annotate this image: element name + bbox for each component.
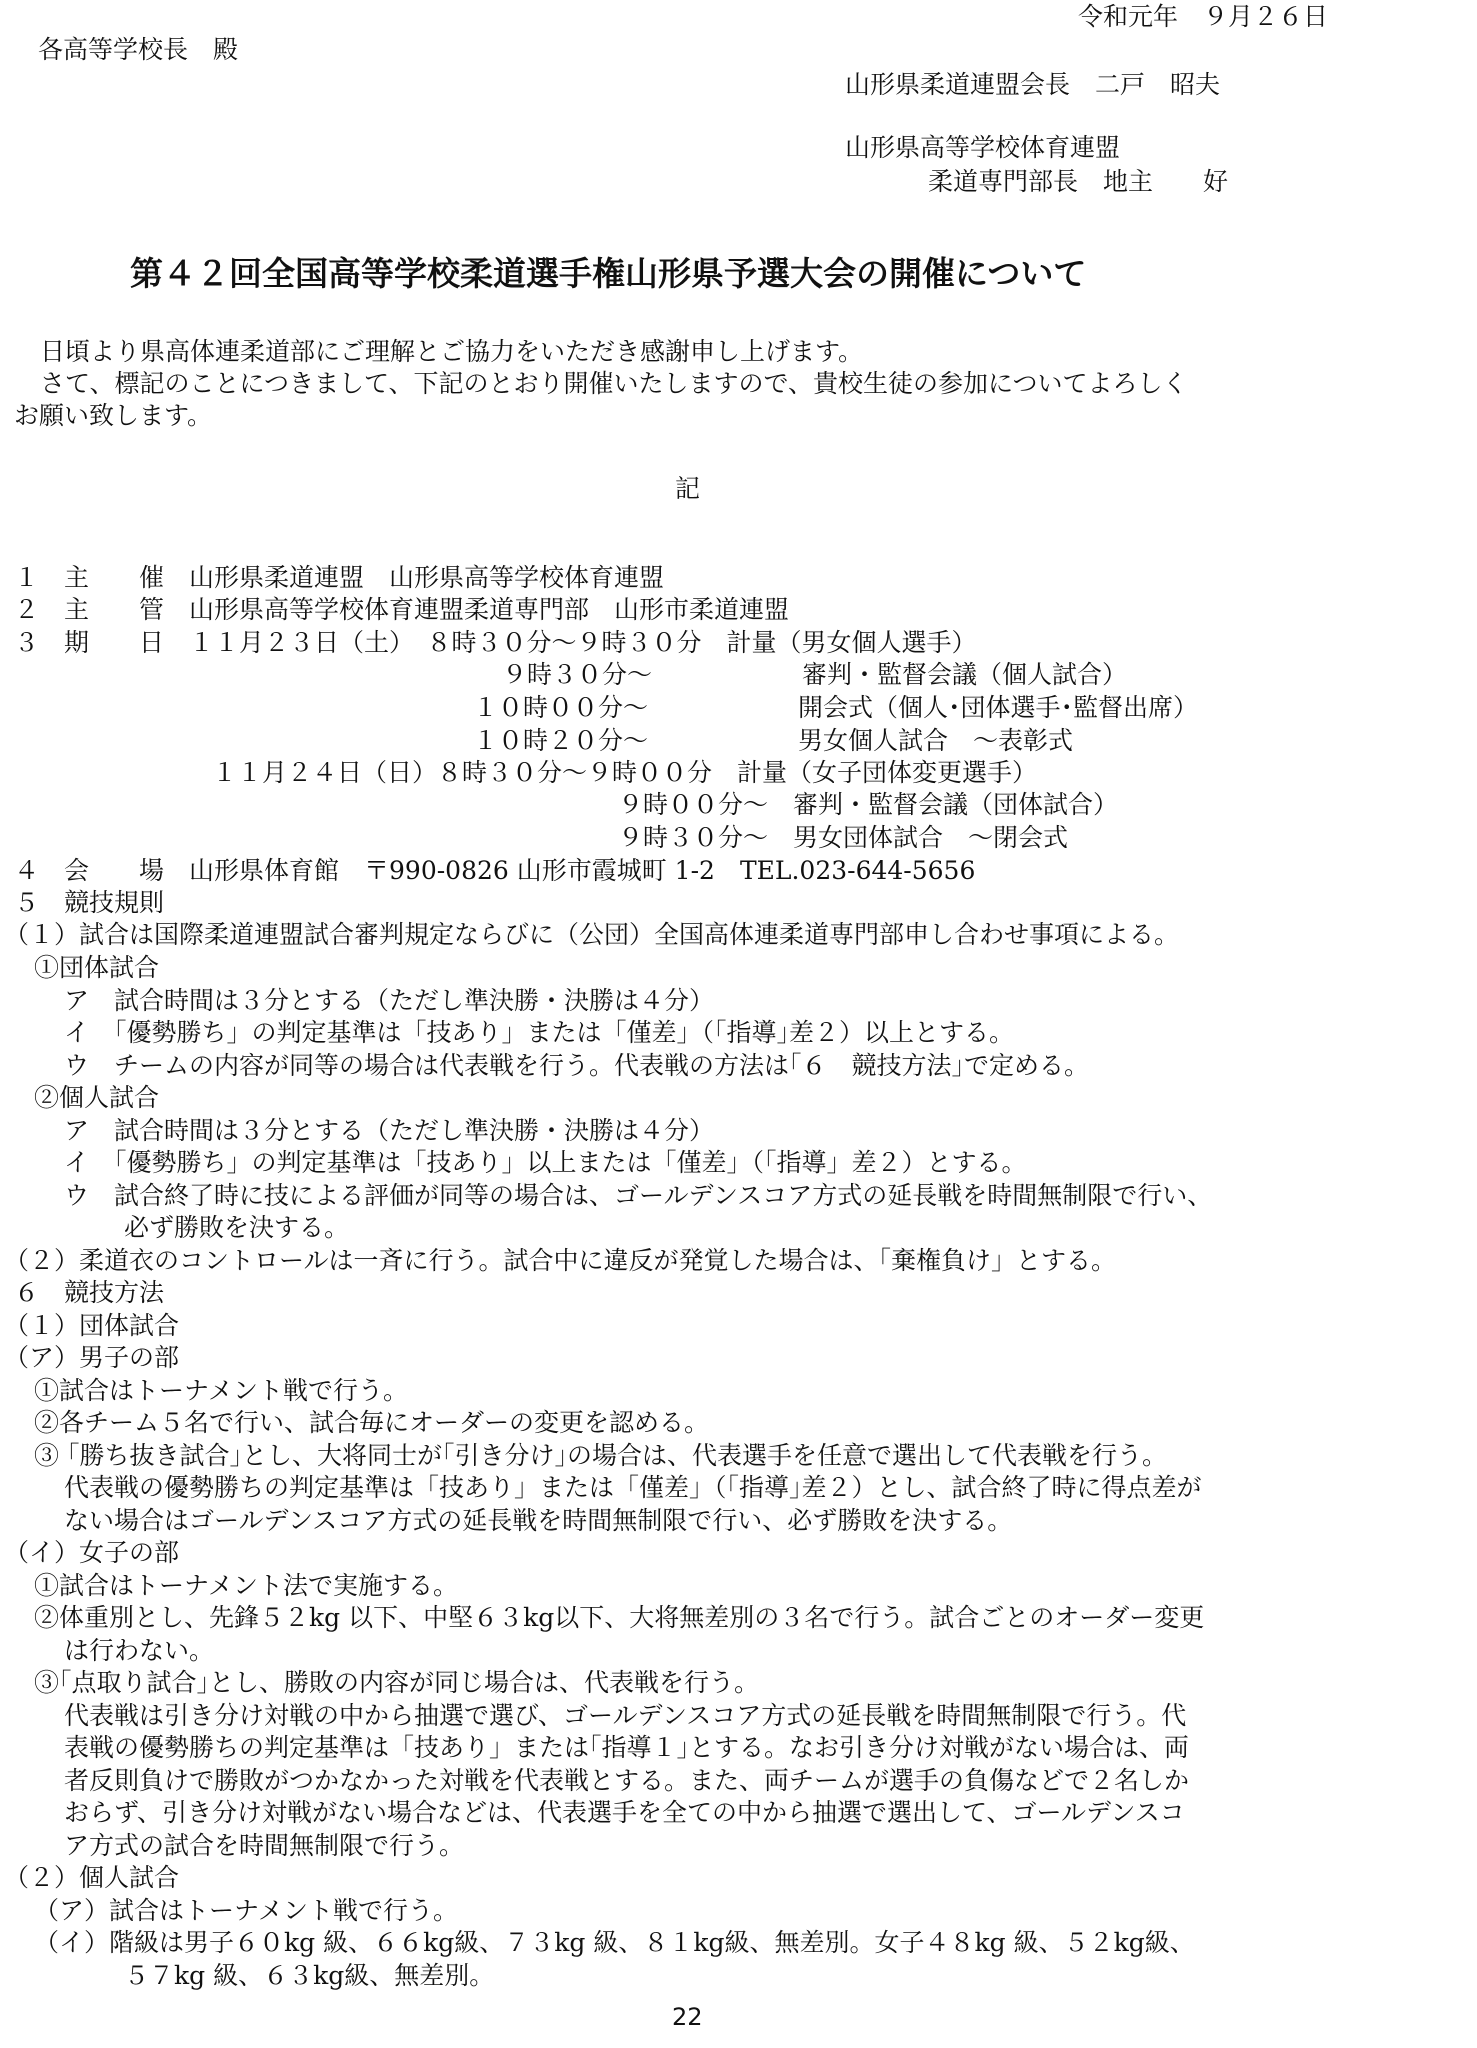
schedule-day1-line: １０時００分～ 開会式（個人･団体選手･監督出席） <box>473 693 1199 722</box>
method-line: 代表戦の優勢勝ちの判定基準は「技あり」または「僅差」（｢指導｣差２）とし、試合終了時に得点差が <box>64 1473 1202 1502</box>
method-heading: ６ 競技方法 <box>14 1278 165 1307</box>
addressee: 各高等学校長 殿 <box>38 35 239 64</box>
item-host: １ 主 催 山形県柔道連盟 山形県高等学校体育連盟 <box>14 563 665 592</box>
rules-heading: ５ 競技規則 <box>14 888 165 917</box>
method-line: ①試合はトーナメント戦で行う。 <box>34 1376 409 1405</box>
rules-line: ア 試合時間は３分とする（ただし準決勝・決勝は４分） <box>64 1116 715 1145</box>
schedule-day2-first: １１月２４日（日）８時３０分～９時００分 計量（女子団体変更選手） <box>212 758 1038 787</box>
intro-line-1: 日頃より県高体連柔道部にご理解とご協力をいただき感謝申し上げます。 <box>40 337 864 366</box>
rules-line: ウ 試合終了時に技による評価が同等の場合は、ゴールデンスコア方式の延長戦を時間無制限で行い、 <box>64 1181 1213 1210</box>
method-line: ②各チーム５名で行い、試合毎にオーダーの変更を認める。 <box>34 1408 710 1437</box>
rules-line: イ 「優勢勝ち」の判定基準は「技あり」以上または「僅差」（「指導」差２）とする。 <box>64 1148 1027 1177</box>
schedule-day2-line: ９時３０分～ 男女団体試合 ～閉会式 <box>618 823 1069 852</box>
intro-line-3: お願い致します。 <box>14 401 213 430</box>
sender-federation: 山形県柔道連盟会長 二戸 昭夫 <box>845 70 1221 99</box>
rules-line: （１）試合は国際柔道連盟試合審判規定ならびに（公団）全国高体連柔道専門部申し合わせ事項による。 <box>4 920 1180 949</box>
document-title: 第４２回全国高等学校柔道選手権山形県予選大会の開催について <box>130 254 1087 293</box>
method-line: （１）団体試合 <box>4 1311 180 1340</box>
method-line: 者反則負けで勝敗がつかなかった対戦を代表戦とする。また、両チームが選手の負傷などで２名しか <box>64 1766 1190 1795</box>
rules-line: ②個人試合 <box>34 1083 160 1112</box>
method-line: ③ ｢勝ち抜き試合｣とし、大将同士が｢引き分け｣の場合は、代表選手を任意で選出して代表戦を行う。 <box>34 1441 1167 1470</box>
item-manage: ２ 主 管 山形県高等学校体育連盟柔道専門部 山形市柔道連盟 <box>14 595 790 624</box>
method-line: ない場合はゴールデンスコア方式の延長戦を時間無制限で行い、必ず勝敗を決する。 <box>64 1506 1013 1535</box>
schedule-day2-line: ９時００分～ 審判・監督会議（団体試合） <box>618 790 1119 819</box>
item-period: ３ 期 日 １１月２３日（土） ８時３０分～９時３０分 計量（男女個人選手） <box>14 628 977 657</box>
rules-line: 必ず勝敗を決する。 <box>124 1213 350 1242</box>
method-line: （ア）試合はトーナメント戦で行う。 <box>34 1896 459 1925</box>
method-line: 表戦の優勢勝ちの判定基準は「技あり」または｢指導１｣とする。なお引き分け対戦がない場合は、両 <box>64 1733 1190 1762</box>
method-line: ５７kg 級、６３kg級、無差別。 <box>124 1961 495 1990</box>
intro-line-2: さて、標記のことにつきまして、下記のとおり開催いたしますので、貴校生徒の参加についてよろしく <box>40 369 1188 398</box>
page-number: 22 <box>672 2003 703 2031</box>
rules-line: ウ チームの内容が同等の場合は代表戦を行う。代表戦の方法は｢６ 競技方法｣で定める。 <box>64 1051 1090 1080</box>
method-line: は行わない。 <box>64 1636 215 1665</box>
method-line: （イ）階級は男子６０kg 級、６６kg級、７３kg 級、８１kg級、無差別。女子４８kg 級、５２kg級、 <box>34 1928 1195 1957</box>
rules-line: イ 「優勢勝ち」の判定基準は「技あり」または「僅差」（｢指導｣差２）以上とする。 <box>64 1018 1015 1047</box>
method-line: おらず、引き分け対戦がない場合などは、代表選手を全ての中から抽選で選出して、ゴールデンスコ <box>64 1798 1185 1827</box>
method-line: （ア）男子の部 <box>4 1343 180 1372</box>
rules-line: ア 試合時間は３分とする（ただし準決勝・決勝は４分） <box>64 986 715 1015</box>
schedule-day1-line: １０時２０分～ 男女個人試合 ～表彰式 <box>473 726 1074 755</box>
method-line: ア方式の試合を時間無制限で行う。 <box>64 1831 465 1860</box>
method-line: ②体重別とし、先鋒５２kg 以下、中堅６３kg以下、大将無差別の３名で行う。試合ごとのオーダー変更 <box>34 1603 1205 1632</box>
document-date: 令和元年 ９月２６日 <box>1078 2 1329 31</box>
method-line: 代表戦は引き分け対戦の中から抽選で選び、ゴールデンスコア方式の延長戦を時間無制限で行う。代 <box>64 1701 1187 1730</box>
item-venue: ４ 会 場 山形県体育館 〒990-0826 山形市霞城町 1-2 TEL.023-644-5656 <box>14 856 976 885</box>
method-line: （２）個人試合 <box>4 1863 180 1892</box>
method-line: ③｢点取り試合｣とし、勝敗の内容が同じ場合は、代表戦を行う。 <box>34 1668 760 1697</box>
method-line: （イ）女子の部 <box>4 1538 180 1567</box>
sender-name: 柔道専門部長 地主 好 <box>928 167 1229 196</box>
schedule-day1-line: ９時３０分～ 審判・監督会議（個人試合） <box>502 660 1128 689</box>
rules-line: （２）柔道衣のコントロールは一斉に行う。試合中に違反が発覚した場合は、「棄権負け」とする。 <box>4 1246 1117 1275</box>
rules-line: ①団体試合 <box>34 953 160 982</box>
method-line: ①試合はトーナメント法で実施する。 <box>34 1571 459 1600</box>
ki-heading: 記 <box>675 474 701 503</box>
sender-organization: 山形県高等学校体育連盟 <box>845 133 1121 162</box>
